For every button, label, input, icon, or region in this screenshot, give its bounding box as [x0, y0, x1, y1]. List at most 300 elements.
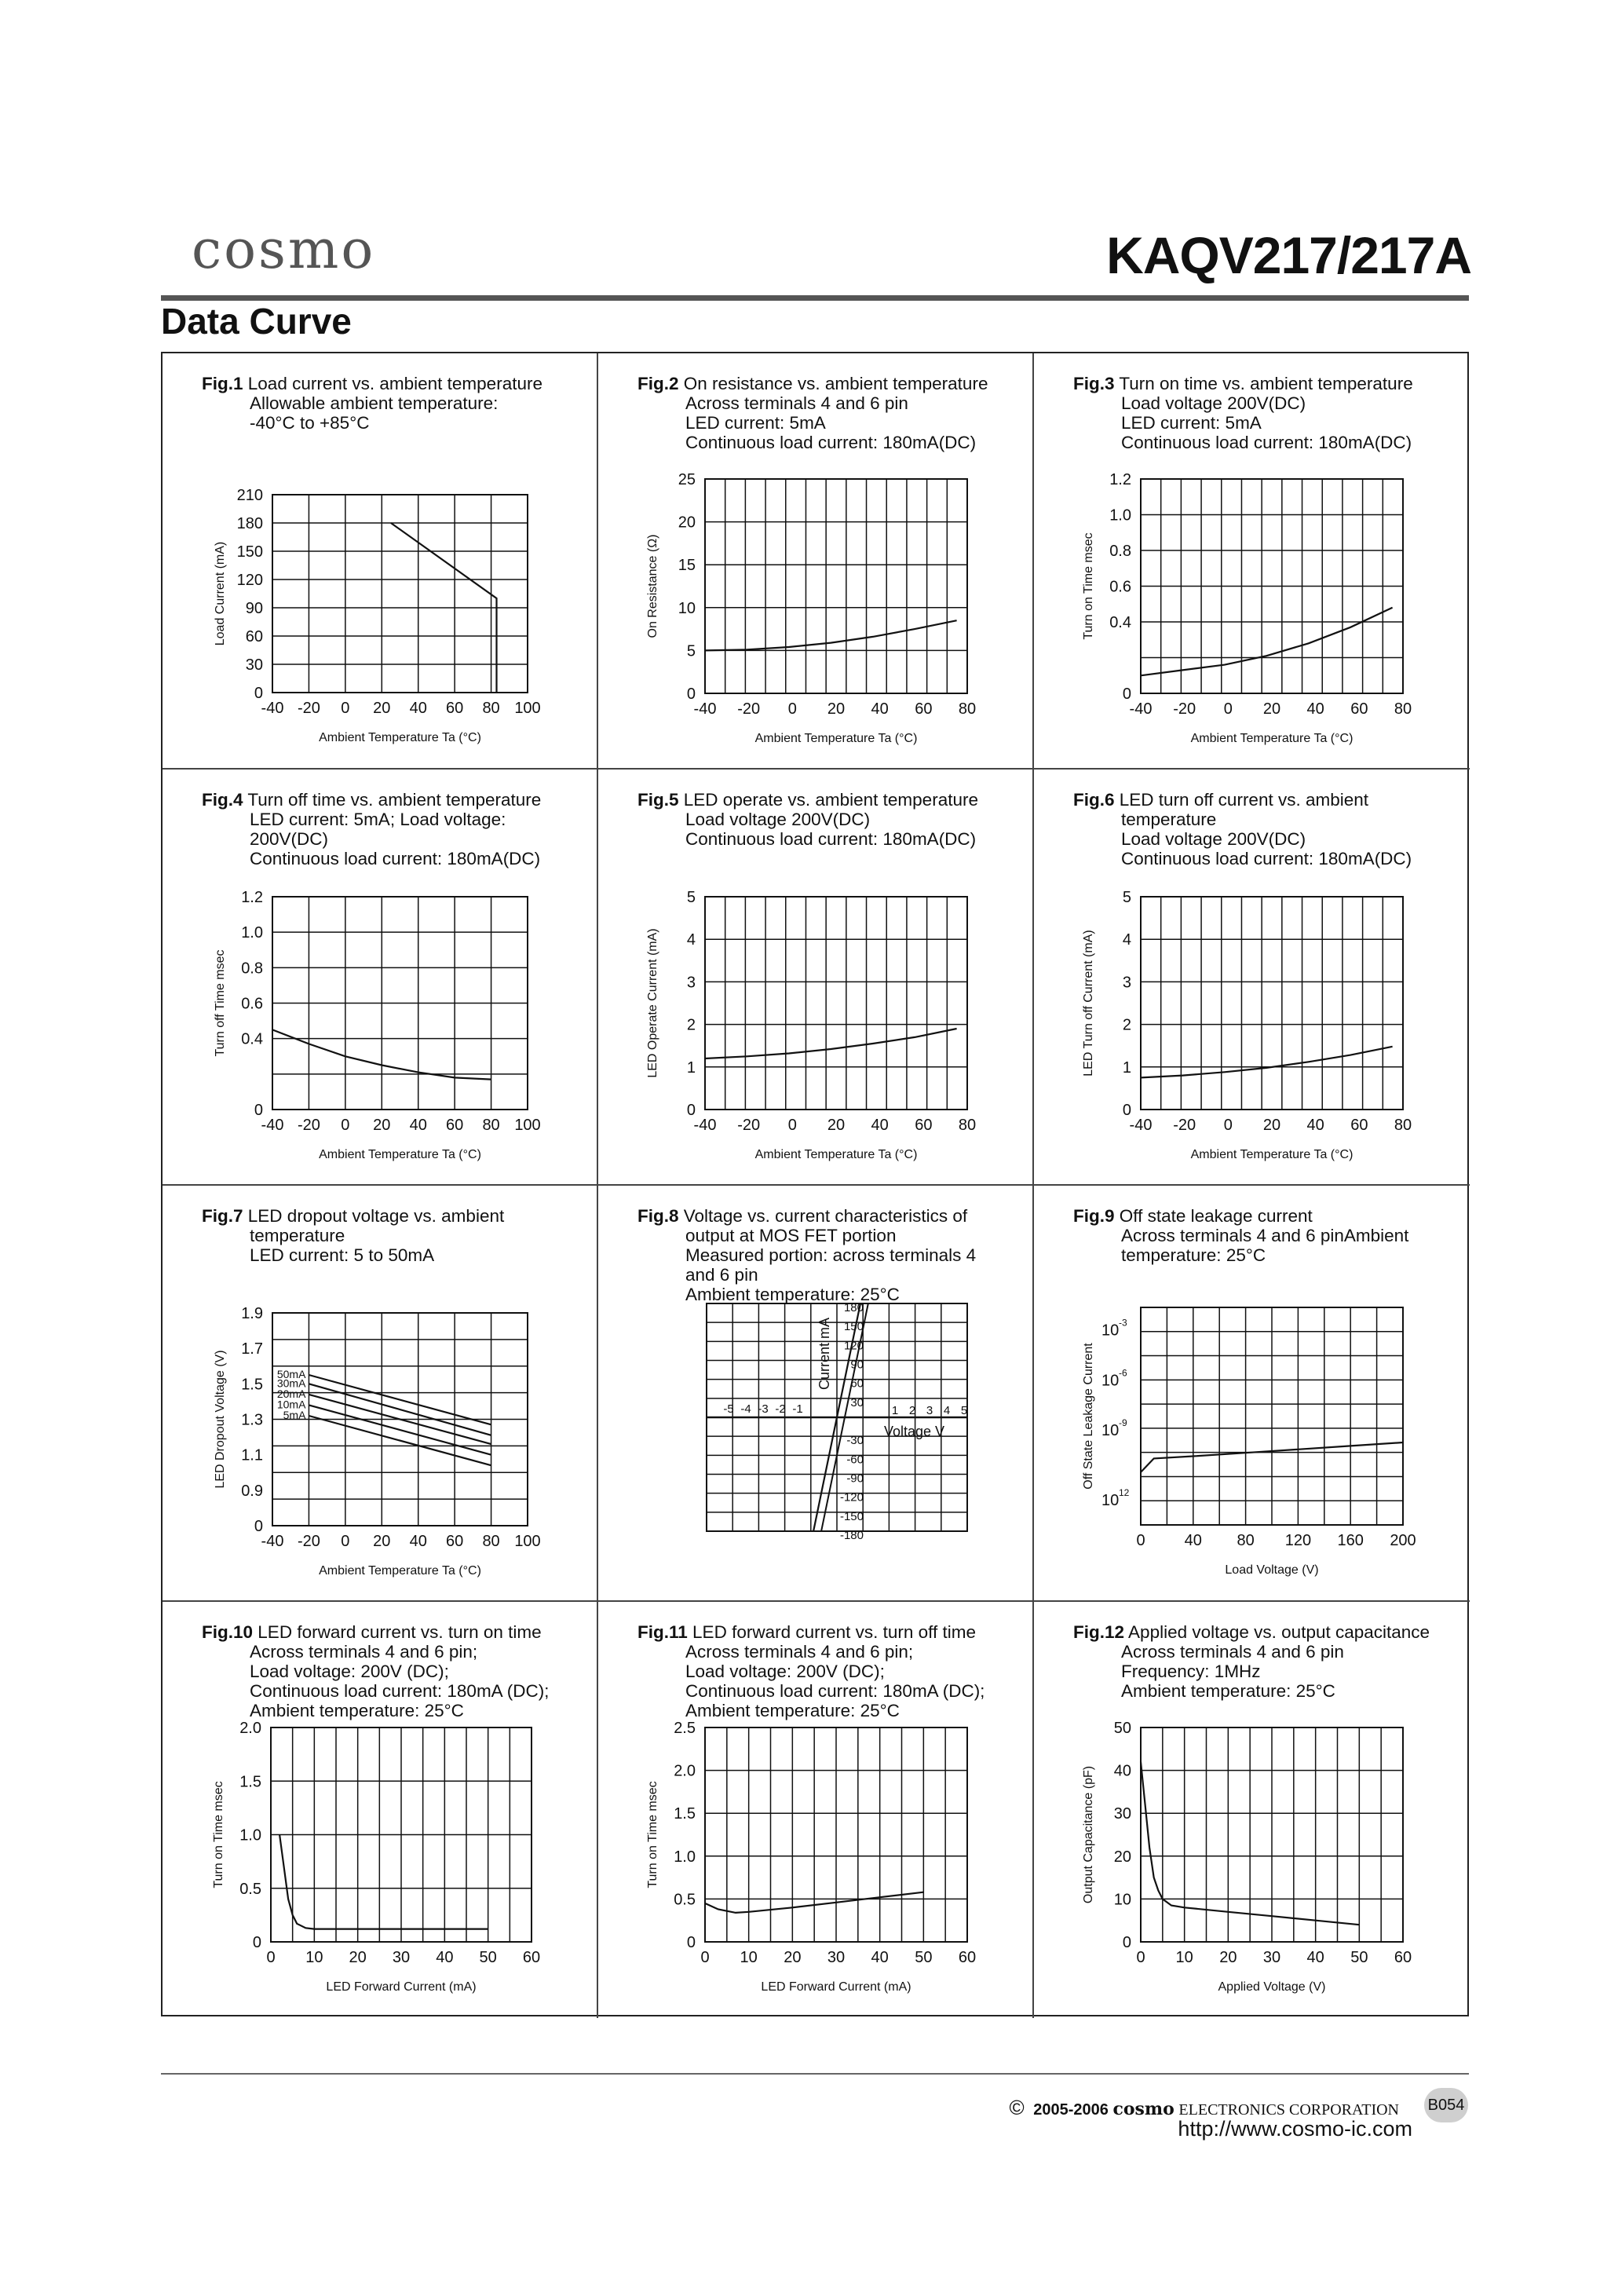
- figure-number: Fig.7: [202, 1206, 243, 1226]
- legend-label: 20mA: [276, 1387, 306, 1400]
- x-tick-label: 100: [514, 700, 541, 717]
- y-tick-label: -120: [839, 1490, 864, 1504]
- figure-title: Turn off time vs. ambient temperature: [247, 790, 542, 810]
- x-tick-label: 0: [1136, 1949, 1145, 1966]
- chart-fig4: [163, 770, 598, 1186]
- figure-caption-line: LED current: 5mA; Load voltage:: [250, 810, 506, 829]
- y-tick-label: 150: [236, 543, 263, 561]
- series-line: [705, 1029, 957, 1058]
- chart-fig1: [163, 353, 598, 770]
- x-tick-label: 20: [1262, 1117, 1281, 1134]
- x-tick-label: 160: [1337, 1532, 1364, 1549]
- y-tick-label: 5: [686, 642, 696, 660]
- chart-fig3: [1034, 353, 1470, 770]
- y-tick-label: 1.0: [1109, 506, 1131, 525]
- x-tick-label: 40: [409, 1533, 427, 1550]
- x-axis-label: LED Forward Current (mA): [761, 1980, 911, 1994]
- y-tick-label: 2.0: [674, 1762, 696, 1780]
- figure-number: Fig.8: [637, 1206, 679, 1226]
- header-rule: [161, 295, 1469, 301]
- y-tick-label: 3: [686, 974, 696, 992]
- company-logo: cosmo: [192, 219, 376, 281]
- chart-fig9: [1034, 1186, 1470, 1602]
- x-tick-label: 20: [373, 1117, 391, 1134]
- figure-number: Fig.1: [202, 374, 243, 393]
- x-tick-label: 0: [341, 1117, 350, 1134]
- y-tick-label: 0.6: [1109, 578, 1131, 596]
- y-tick-label: 10: [1101, 1491, 1120, 1509]
- y-tick-label: 0: [686, 686, 696, 703]
- chart-fig6: [1034, 770, 1470, 1186]
- x-tick-label: 10: [740, 1949, 758, 1966]
- figure-caption-line: Across terminals 4 and 6 pin;: [685, 1642, 914, 1662]
- x-tick-label: -20: [1173, 700, 1196, 718]
- y-tick-label: 4: [1122, 931, 1131, 949]
- x-tick-label: 10: [305, 1949, 323, 1966]
- x-tick-label: 0: [1136, 1532, 1145, 1549]
- y-tick-label: 0: [254, 1102, 263, 1119]
- y-tick-label: 30: [850, 1395, 864, 1409]
- x-tick-label: 4: [943, 1404, 951, 1417]
- figure-caption-line: and 6 pin: [685, 1265, 758, 1285]
- y-tick-label: 0: [686, 1102, 696, 1119]
- y-tick-label: 0: [1122, 1934, 1131, 1951]
- y-tick-label: 0.5: [674, 1891, 696, 1909]
- figure-caption-line: Continuous load current: 180mA(DC): [1121, 433, 1412, 452]
- y-tick-label: 20: [1113, 1848, 1131, 1866]
- x-tick-label: 80: [1394, 700, 1412, 718]
- figure-cell-9: [1034, 1186, 1470, 1602]
- chart-fig7: [163, 1186, 598, 1602]
- x-tick-label: 0: [787, 700, 797, 718]
- y-axis-label: On Resistance (Ω): [646, 534, 659, 638]
- figure-caption-line: LED current: 5 to 50mA: [250, 1245, 435, 1265]
- x-axis-label: Ambient Temperature Ta (°C): [319, 731, 481, 744]
- y-tick-exponent: -9: [1119, 1417, 1127, 1429]
- x-tick-label: -20: [1173, 1117, 1196, 1134]
- figure-caption-line: temperature: [1121, 810, 1217, 829]
- figure-title: LED operate vs. ambient temperature: [683, 790, 978, 810]
- y-tick-label: -90: [846, 1472, 864, 1486]
- figure-caption-line: Measured portion: across terminals 4: [685, 1245, 977, 1265]
- x-tick-label: 40: [1306, 700, 1324, 718]
- x-tick-label: 80: [958, 1117, 977, 1134]
- x-tick-label: 0: [1223, 1117, 1233, 1134]
- figure-caption-line: Ambient temperature: 25°C: [250, 1701, 464, 1720]
- x-tick-label: 80: [482, 1533, 500, 1550]
- x-tick-label: 0: [266, 1949, 276, 1966]
- y-tick-label: 0.8: [241, 960, 263, 978]
- x-tick-label: -20: [737, 700, 761, 718]
- x-tick-label: 20: [373, 1533, 391, 1550]
- figure-caption-line: Across terminals 4 and 6 pinAmbient: [1121, 1226, 1409, 1245]
- y-tick-label: 0.5: [239, 1880, 261, 1898]
- x-tick-label: -40: [1129, 1117, 1153, 1134]
- y-axis-label: Current mA: [816, 1317, 832, 1390]
- chart-fig10: [163, 1602, 598, 2018]
- figure-title: On resistance vs. ambient temperature: [683, 374, 988, 393]
- x-tick-label: -40: [261, 1117, 284, 1134]
- y-tick-label: 30: [245, 656, 263, 674]
- x-tick-label: 40: [1184, 1532, 1202, 1549]
- chart-fig11: [598, 1602, 1034, 2018]
- y-tick-label: 60: [850, 1377, 864, 1391]
- y-tick-label: 1.5: [241, 1376, 263, 1394]
- figure-caption-line: Ambient temperature: 25°C: [1121, 1681, 1335, 1701]
- y-tick-label: 0.4: [241, 1030, 263, 1048]
- x-tick-label: 0: [1223, 700, 1233, 718]
- figure-caption-line: temperature: [250, 1226, 345, 1245]
- figure-caption-line: Continuous load current: 180mA(DC): [1121, 849, 1412, 868]
- x-tick-label: 60: [1350, 700, 1368, 718]
- x-tick-label: 0: [341, 700, 350, 717]
- y-tick-label: 0: [686, 1934, 696, 1951]
- figure-cell-6: [1034, 770, 1470, 1186]
- figure-number: Fig.6: [1073, 790, 1115, 810]
- series-line: [1141, 608, 1393, 676]
- y-tick-label: 90: [245, 600, 263, 617]
- part-number: KAQV217/217A: [1106, 226, 1471, 284]
- y-tick-label: 5: [1122, 889, 1131, 906]
- legend-label: 30mA: [276, 1377, 306, 1390]
- copyright-years: 2005-2006: [1033, 2101, 1109, 2119]
- y-tick-label: -150: [839, 1509, 864, 1523]
- y-tick-label: 0: [1122, 1102, 1131, 1119]
- figure-caption-line: Continuous load current: 180mA(DC): [250, 849, 541, 868]
- figure-caption-line: Frequency: 1MHz: [1121, 1662, 1261, 1681]
- y-tick-label: 2.5: [674, 1720, 696, 1737]
- x-tick-label: -20: [297, 1533, 320, 1550]
- chart-fig12: [1034, 1602, 1470, 2018]
- copyright-symbol: ©: [1009, 2096, 1025, 2119]
- figure-title: Voltage vs. current characteristics of: [683, 1206, 968, 1226]
- x-tick-label: 50: [915, 1949, 933, 1966]
- y-tick-label: 1.0: [241, 924, 263, 942]
- x-tick-label: -40: [693, 1117, 717, 1134]
- figure-caption-line: Continuous load current: 180mA (DC);: [250, 1681, 550, 1701]
- x-axis-label: Ambient Temperature Ta (°C): [319, 1148, 481, 1161]
- plot-frame: [705, 897, 967, 1110]
- figure-cell-11: [598, 1602, 1034, 2018]
- x-tick-label: 100: [514, 1117, 541, 1134]
- figure-number: Fig.2: [637, 374, 679, 393]
- x-tick-label: 100: [514, 1533, 541, 1550]
- x-tick-label: -40: [1129, 700, 1153, 718]
- y-tick-label: 50: [1113, 1720, 1131, 1737]
- figure-cell-1: [163, 353, 598, 770]
- x-tick-label: 60: [915, 700, 933, 718]
- section-title: Data Curve: [161, 301, 352, 342]
- y-tick-label: 30: [1113, 1805, 1131, 1823]
- y-tick-label: 1.5: [674, 1805, 696, 1823]
- figure-caption-line: output at MOS FET portion: [685, 1226, 897, 1245]
- x-tick-label: 120: [1284, 1532, 1312, 1549]
- figure-caption-line: Load voltage: 200V (DC);: [685, 1662, 885, 1681]
- figure-title: Applied voltage vs. output capacitance: [1128, 1622, 1430, 1642]
- y-tick-label: 40: [1113, 1762, 1131, 1780]
- series-line: [309, 1405, 491, 1454]
- figure-number: Fig.5: [637, 790, 679, 810]
- x-tick-label: 40: [436, 1949, 454, 1966]
- y-axis-label: LED Dropout Voltage (V): [214, 1350, 227, 1489]
- y-tick-label: 0.6: [241, 995, 263, 1013]
- x-axis-label: Applied Voltage (V): [1218, 1980, 1326, 1994]
- x-tick-label: 20: [827, 1117, 846, 1134]
- figure-title: Off state leakage current: [1119, 1206, 1313, 1226]
- figure-cell-10: [163, 1602, 598, 2018]
- y-tick-exponent: 12: [1119, 1486, 1130, 1498]
- y-tick-exponent: -3: [1119, 1317, 1127, 1329]
- chart-fig8: [598, 1186, 1034, 1602]
- y-tick-label: 1.5: [239, 1773, 261, 1791]
- y-tick-label: 15: [678, 557, 696, 575]
- figure-number: Fig.4: [202, 790, 243, 810]
- page-code-badge: B054: [1424, 2088, 1468, 2122]
- y-tick-label: 2: [1122, 1016, 1131, 1034]
- y-tick-label: 1.2: [241, 889, 263, 906]
- x-tick-label: 60: [915, 1117, 933, 1134]
- y-tick-label: 0.9: [241, 1482, 263, 1500]
- x-tick-label: -1: [792, 1402, 803, 1416]
- chart-fig2: [598, 353, 1034, 770]
- y-tick-label: 90: [850, 1358, 864, 1372]
- series-line: [279, 1835, 488, 1929]
- x-axis-label: Ambient Temperature Ta (°C): [1190, 1148, 1353, 1161]
- x-tick-label: 80: [958, 700, 977, 718]
- x-tick-label: 20: [1262, 700, 1281, 718]
- x-tick-label: 60: [522, 1949, 541, 1966]
- y-tick-label: -60: [846, 1453, 864, 1467]
- y-tick-label: 120: [843, 1339, 864, 1353]
- x-tick-label: 60: [1394, 1949, 1412, 1966]
- y-tick-label: 1.7: [241, 1340, 263, 1358]
- x-tick-label: 40: [1306, 1117, 1324, 1134]
- figure-number: Fig.3: [1073, 374, 1115, 393]
- x-tick-label: 0: [700, 1949, 710, 1966]
- y-tick-label: 1.0: [674, 1848, 696, 1866]
- figure-number: Fig.11: [637, 1622, 688, 1642]
- figure-caption-line: -40°C to +85°C: [250, 413, 370, 433]
- footer-rule: [161, 2073, 1469, 2075]
- y-axis-label: Turn off Time msec: [214, 949, 227, 1057]
- x-tick-label: -20: [297, 700, 320, 717]
- y-tick-label: 1.9: [241, 1305, 263, 1322]
- y-tick-label: 1.3: [241, 1411, 263, 1429]
- x-tick-label: 1: [891, 1404, 899, 1417]
- footer-company: ELECTRONICS CORPORATION: [1178, 2101, 1399, 2119]
- x-tick-label: -40: [693, 700, 717, 718]
- figure-caption-line: LED current: 5mA: [685, 413, 826, 433]
- y-tick-label: 1.0: [239, 1826, 261, 1844]
- y-tick-label: 0: [1122, 686, 1131, 703]
- figure-caption-line: Allowable ambient temperature:: [250, 393, 499, 413]
- x-tick-label: -40: [261, 1533, 284, 1550]
- x-tick-label: 30: [1262, 1949, 1281, 1966]
- y-tick-label: 120: [236, 572, 263, 589]
- y-tick-label: 1.2: [1109, 471, 1131, 488]
- figure-caption-line: Continuous load current: 180mA (DC);: [685, 1681, 985, 1701]
- x-tick-label: 3: [926, 1404, 933, 1417]
- x-tick-label: 40: [871, 1949, 889, 1966]
- series-line: [309, 1416, 491, 1465]
- x-tick-label: -20: [297, 1117, 320, 1134]
- figure-caption-line: 200V(DC): [250, 829, 329, 849]
- figure-cell-3: [1034, 353, 1470, 770]
- x-tick-label: 40: [1306, 1949, 1324, 1966]
- y-tick-label: 180: [236, 515, 263, 532]
- y-tick-exponent: -6: [1119, 1367, 1127, 1379]
- x-axis-label: Ambient Temperature Ta (°C): [754, 732, 918, 745]
- x-tick-label: -4: [740, 1402, 751, 1416]
- y-axis-label: Turn on Time msec: [1082, 532, 1095, 640]
- y-axis-label: LED Turn off Current (mA): [1082, 930, 1095, 1077]
- x-axis-label: Ambient Temperature Ta (°C): [754, 1148, 918, 1161]
- x-axis-label: Load Voltage (V): [1225, 1563, 1319, 1577]
- x-tick-label: 2: [908, 1404, 916, 1417]
- y-axis-label: Output Capacitance (pF): [1082, 1765, 1095, 1904]
- x-tick-label: 40: [871, 1117, 889, 1134]
- x-tick-label: 50: [1350, 1949, 1368, 1966]
- figure-caption-line: Load voltage 200V(DC): [1121, 393, 1306, 413]
- figure-title: Turn on time vs. ambient temperature: [1119, 374, 1413, 393]
- y-tick-label: 10: [1113, 1891, 1131, 1909]
- series-line: [309, 1384, 491, 1435]
- y-tick-label: 20: [678, 514, 696, 532]
- figure-caption-line: Across terminals 4 and 6 pin;: [250, 1642, 478, 1662]
- series-line: [1141, 1047, 1393, 1078]
- y-tick-label: 10: [1101, 1422, 1120, 1440]
- x-tick-label: 40: [409, 700, 427, 717]
- x-tick-label: 80: [482, 1117, 500, 1134]
- figure-caption-line: temperature: 25°C: [1121, 1245, 1266, 1265]
- x-tick-label: 20: [1219, 1949, 1237, 1966]
- x-tick-label: 80: [1394, 1117, 1412, 1134]
- figure-cell-5: [598, 770, 1034, 1186]
- x-tick-label: 200: [1390, 1532, 1416, 1549]
- x-tick-label: 30: [392, 1949, 411, 1966]
- y-tick-label: 1.1: [241, 1446, 263, 1464]
- figure-caption-line: Across terminals 4 and 6 pin: [685, 393, 908, 413]
- y-tick-label: 10: [1101, 1372, 1120, 1390]
- x-tick-label: 60: [446, 1117, 464, 1134]
- x-axis-label: Voltage V: [884, 1424, 945, 1439]
- figure-caption-line: Across terminals 4 and 6 pin: [1121, 1642, 1344, 1662]
- y-tick-label: -180: [839, 1529, 864, 1542]
- x-axis-label: Ambient Temperature Ta (°C): [319, 1564, 481, 1578]
- y-tick-label: 0.8: [1109, 543, 1131, 560]
- figure-grid: [161, 352, 1469, 2016]
- figure-cell-7: [163, 1186, 598, 1602]
- y-tick-label: 0: [254, 685, 263, 702]
- y-tick-label: 2.0: [239, 1720, 261, 1737]
- figure-cell-2: [598, 353, 1034, 770]
- footer-url[interactable]: http://www.cosmo-ic.com: [1178, 2117, 1412, 2141]
- x-axis-label: LED Forward Current (mA): [326, 1980, 477, 1994]
- figure-title: LED forward current vs. turn on time: [258, 1622, 542, 1642]
- x-tick-label: 0: [341, 1533, 350, 1550]
- legend-label: 5mA: [283, 1408, 306, 1421]
- figure-caption-line: LED current: 5mA: [1121, 413, 1262, 433]
- x-tick-label: 30: [827, 1949, 846, 1966]
- x-tick-label: 5: [960, 1404, 968, 1417]
- y-tick-label: 0: [254, 1518, 263, 1535]
- x-tick-label: -40: [261, 700, 284, 717]
- figure-cell-8: [598, 1186, 1034, 1602]
- legend-label: 10mA: [276, 1398, 306, 1411]
- x-tick-label: 40: [409, 1117, 427, 1134]
- figure-caption-line: Load voltage 200V(DC): [685, 810, 871, 829]
- figure-cell-4: [163, 770, 598, 1186]
- y-tick-label: 25: [678, 471, 696, 488]
- x-tick-label: 10: [1175, 1949, 1193, 1966]
- figure-title: LED dropout voltage vs. ambient: [247, 1206, 505, 1226]
- legend-label: 50mA: [276, 1368, 306, 1381]
- figure-caption-line: Continuous load current: 180mA(DC): [685, 829, 977, 849]
- y-tick-label: 150: [843, 1320, 864, 1334]
- figure-caption-line: Load voltage: 200V (DC);: [250, 1662, 449, 1681]
- figure-caption-line: Load voltage 200V(DC): [1121, 829, 1306, 849]
- y-tick-label: -30: [846, 1434, 864, 1448]
- y-tick-label: 210: [236, 487, 263, 504]
- x-tick-label: 80: [482, 700, 500, 717]
- plot-frame: [705, 479, 967, 693]
- x-tick-label: -3: [758, 1402, 769, 1416]
- series-line: [309, 1375, 491, 1424]
- y-tick-label: 1: [1122, 1058, 1131, 1077]
- plot-frame: [1141, 897, 1403, 1110]
- figure-number: Fig.12: [1073, 1622, 1125, 1642]
- y-axis-label: Load Current (mA): [214, 541, 227, 646]
- figure-cell-12: [1034, 1602, 1470, 2018]
- x-tick-label: 20: [373, 700, 391, 717]
- x-tick-label: -20: [737, 1117, 761, 1134]
- figure-caption-line: Ambient temperature: 25°C: [685, 1285, 900, 1304]
- footer-brand: cosmo: [1112, 2099, 1174, 2119]
- x-tick-label: -5: [723, 1402, 734, 1416]
- y-tick-label: 0: [252, 1934, 261, 1951]
- y-axis-label: LED Operate Current (mA): [646, 928, 659, 1078]
- x-tick-label: 20: [827, 700, 846, 718]
- x-tick-label: 60: [1350, 1117, 1368, 1134]
- x-tick-label: 50: [479, 1949, 497, 1966]
- x-tick-label: 60: [446, 1533, 464, 1550]
- y-axis-label: Turn on Time msec: [212, 1781, 225, 1888]
- series-line: [705, 620, 957, 650]
- x-tick-label: 60: [958, 1949, 977, 1966]
- figure-caption-line: Ambient temperature: 25°C: [685, 1701, 900, 1720]
- figure-title: LED turn off current vs. ambient: [1119, 790, 1369, 810]
- figure-title: Load current vs. ambient temperature: [247, 374, 542, 393]
- y-axis-label: Turn on Time msec: [646, 1781, 659, 1888]
- y-tick-label: 2: [686, 1016, 696, 1034]
- figure-number: Fig.10: [202, 1622, 254, 1642]
- y-tick-label: 1: [686, 1058, 696, 1077]
- y-tick-label: 10: [1101, 1322, 1120, 1340]
- y-tick-label: 180: [843, 1301, 864, 1314]
- y-tick-label: 0.4: [1109, 614, 1131, 631]
- figure-caption-line: Continuous load current: 180mA(DC): [685, 433, 977, 452]
- chart-fig5: [598, 770, 1034, 1186]
- y-tick-label: 10: [678, 599, 696, 617]
- figure-number: Fig.9: [1073, 1206, 1115, 1226]
- x-tick-label: 0: [787, 1117, 797, 1134]
- y-tick-label: 4: [686, 931, 696, 949]
- figure-title: LED forward current vs. turn off time: [692, 1622, 977, 1642]
- y-tick-label: 5: [686, 889, 696, 906]
- x-tick-label: 60: [446, 700, 464, 717]
- x-tick-label: 40: [871, 700, 889, 718]
- x-tick-label: 20: [784, 1949, 802, 1966]
